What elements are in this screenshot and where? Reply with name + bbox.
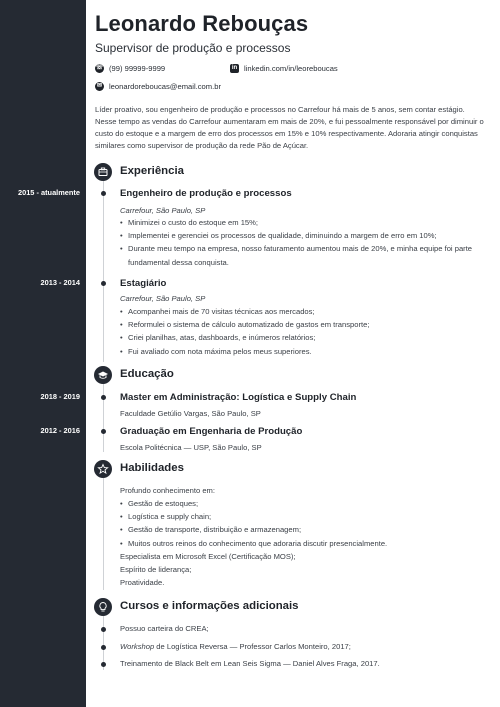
linkedin-text: linkedin.com/in/leoreboucas [244,64,338,73]
phone-icon: ☏ [95,65,104,71]
job-role: Estagiário [120,278,167,289]
job-bullets [120,305,490,358]
education-degree: Master em Administração: Logística e Supply Chain [120,392,357,403]
course-text: Possuo carteira do CREA; [120,624,209,633]
list-item: • Implementei e gerenciei os processos de qualidade, diminuindo a margem de erro em 10%; [120,229,490,242]
list-item: • Criei planilhas, atas, dashboards, e inúmeros relatórios; [120,331,490,344]
education-degree: Graduação em Engenharia de Produção [120,426,303,437]
email-text: leonardoreboucas@email.com.br [109,82,221,91]
education-school: Escola Politécnica — USP, São Paulo, SP [120,443,262,452]
course-item [120,659,380,668]
timeline-dot [101,281,106,286]
timeline-experience [103,180,104,362]
briefcase-icon [94,163,112,181]
job-bullets [120,216,490,269]
course-item [120,624,209,633]
list-item: • Gestão de estoques; [120,497,490,510]
job-place: Carrefour, São Paulo, SP [120,206,206,215]
lightbulb-icon [94,598,112,616]
job-dates: 2013 - 2014 [40,278,80,287]
list-item: • Durante meu tempo na empresa, nosso faturamento aumentou mais de 20%, e minha equipe foi parte fundamental dessa conquista. [120,242,482,268]
timeline-dot [101,395,106,400]
sidebar [0,0,86,707]
section-title-courses: Cursos e informações adicionais [120,600,299,612]
timeline-skills [103,478,104,590]
candidate-title: Supervisor de produção e processos [95,41,291,55]
phone-text: (99) 99999-9999 [109,64,166,73]
section-title-experience: Experiência [120,165,184,177]
contact-linkedin[interactable] [230,64,338,73]
education-dates: 2018 - 2019 [40,392,80,401]
job-place: Carrefour, São Paulo, SP [120,294,206,303]
course-text: de Logística Reversa — Professor Carlos Monteiro, 2017; [154,642,351,651]
list-item: • Muitos outros reinos do conhecimento que adoraria discutir presencialmente. [120,537,490,550]
list-item: • Reformulei o sistema de cálculo automatizado de gastos em transporte; [120,318,490,331]
contact-phone[interactable] [95,64,165,73]
timeline-dot [101,645,106,650]
list-item: • Acompanhei mais de 70 visitas técnicas aos mercados; [120,305,490,318]
list-item: • Fui avaliado com nota máxima pelos meus superiores. [120,345,490,358]
course-italic: Workshop [120,642,155,651]
list-item: • Minimizei o custo do estoque em 15%; [120,216,490,229]
candidate-name: Leonardo Rebouças [95,11,309,36]
skills-bullets [120,497,490,550]
job-role: Engenheiro de produção e processos [120,188,292,199]
linkedin-icon: in [231,65,238,71]
graduation-cap-icon [94,366,112,384]
timeline-dot [101,627,106,632]
list-item: • Logística e supply chain; [120,510,490,523]
timeline-dot [101,662,106,667]
skills-extras [120,550,296,590]
list-item: Proatividade. [120,578,165,588]
profile-summary: Líder proativo, sou engenheiro de produção e processos no Carrefour há mais de 5 anos, sem contar estágio. Nesse tempo as vendas do Carrefour aumentaram em mais de 20%, e fui pessoalmente responsável por diminuir o custo do estoque e a margem de erro dos processos em 15% e 10% respectivamente. Adoraria atingir conquistas similares como supervisor de produção da rede Pão de Açúcar. [95,105,484,151]
star-icon [94,460,112,478]
list-item: Especialista em Microsoft Excel (Certificação MOS); [120,552,296,561]
education-dates: 2012 - 2016 [40,426,80,435]
contact-email[interactable] [95,82,221,91]
education-school: Faculdade Getúlio Vargas, São Paulo, SP [120,409,261,418]
section-title-skills: Habilidades [120,462,184,474]
list-item: • Gestão de transporte, distribuição e armazenagem; [120,523,490,536]
timeline-dot [101,429,106,434]
course-item [120,642,351,651]
section-title-education: Educação [120,368,174,380]
job-dates: 2015 - atualmente [17,188,80,197]
skills-intro: Profundo conhecimento em: [120,486,215,495]
course-text: Treinamento de Black Belt em Lean Seis Sigma — Daniel Alves Fraga, 2017. [120,659,380,668]
timeline-dot [101,191,106,196]
list-item: Espírito de liderança; [120,565,192,575]
email-icon: ✉ [96,83,103,89]
